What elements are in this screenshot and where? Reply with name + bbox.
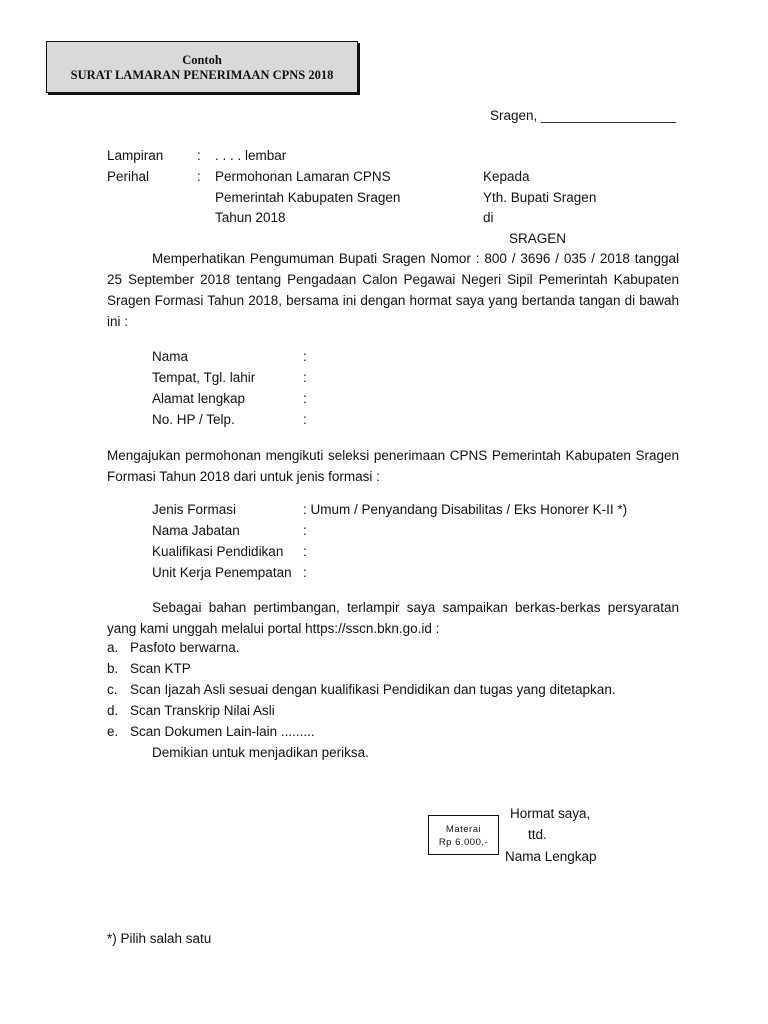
place-date: Sragen, __________________ (490, 108, 677, 123)
perihal-label: Perihal (107, 169, 150, 184)
intro-paragraph: Memperhatikan Pengumuman Bupati Sragen Nomor : 800 / 3696 / 035 / 2018 tanggal 25 September 2018 tentang Pengadaan Calon Pegawai Negeri Sipil Pemerintah Kabupaten Sragen Formasi Tahun 2018, bersama ini dengan hormat saya yang bertanda tangan di bawah ini : (107, 251, 679, 329)
list-item: Scan Dokumen Lain-lain ......... (130, 724, 315, 739)
attachments-paragraph: Sebagai bahan pertimbangan, terlampir saya sampaikan berkas-berkas persyaratan yang kami unggah melalui portal https://sscn.bkn.go.id : (107, 600, 679, 636)
formation-label-unit: Unit Kerja Penempatan (152, 565, 292, 580)
lampiran-value: . . . . lembar (215, 148, 287, 163)
list-item: Scan KTP (130, 661, 191, 676)
list-marker: b. (107, 661, 119, 676)
field-value-nama: : (303, 349, 307, 364)
list-marker: a. (107, 640, 119, 655)
request-paragraph: Mengajukan permohonan mengikuti seleksi penerimaan CPNS Pemerintah Kabupaten Sragen Formasi Tahun 2018 dari untuk jenis formasi : (107, 448, 679, 484)
field-value-hp: : (303, 412, 307, 427)
signature-ttd: ttd. (528, 827, 547, 842)
perihal-line: Pemerintah Kabupaten Sragen (215, 190, 401, 205)
closing-sentence: Demikian untuk menjadikan periksa. (152, 745, 369, 760)
formation-value-kualifikasi: : (303, 544, 307, 559)
footnote: *) Pilih salah satu (107, 931, 212, 946)
recipient-city: SRAGEN (509, 231, 567, 246)
lampiran-colon: : (197, 148, 201, 163)
formation-label-jabatan: Nama Jabatan (152, 523, 240, 538)
formation-label-kualifikasi: Kualifikasi Pendidikan (152, 544, 284, 559)
field-value-ttl: : (303, 370, 307, 385)
perihal-line: Tahun 2018 (215, 210, 286, 225)
materai-amount: Rp 6.000,- (438, 837, 489, 848)
signature-name: Nama Lengkap (505, 849, 597, 864)
formation-value-unit: : (303, 565, 307, 580)
formation-value-jenis: : Umum / Penyandang Disabilitas / Eks Honorer K-II *) (303, 502, 628, 517)
list-marker: e. (107, 724, 119, 739)
materai-label: Materai (445, 824, 482, 835)
perihal-line: Permohonan Lamaran CPNS (215, 169, 391, 184)
recipient-yth: Yth. Bupati Sragen (483, 190, 597, 205)
list-item: Scan Transkrip Nilai Asli (130, 703, 275, 718)
title-main: SURAT LAMARAN PENERIMAAN CPNS 2018 (70, 68, 334, 82)
perihal-colon: : (197, 169, 201, 184)
field-label-ttl: Tempat, Tgl. lahir (152, 370, 256, 385)
recipient-kepada: Kepada (483, 169, 530, 184)
recipient-di: di (483, 210, 494, 225)
formation-label-jenis: Jenis Formasi (152, 502, 237, 517)
list-marker: c. (107, 682, 118, 697)
list-marker: d. (107, 703, 119, 718)
formation-value-jabatan: : (303, 523, 307, 538)
document-title-box (46, 41, 358, 93)
signature-greeting: Hormat saya, (510, 806, 591, 821)
title-contoh: Contoh (182, 53, 222, 67)
lampiran-label: Lampiran (107, 148, 164, 163)
field-label-alamat: Alamat lengkap (152, 391, 246, 406)
field-value-alamat: : (303, 391, 307, 406)
field-label-hp: No. HP / Telp. (152, 412, 235, 427)
materai-stamp-box (428, 815, 499, 855)
list-item: Pasfoto berwarna. (130, 640, 240, 655)
field-label-nama: Nama (152, 349, 189, 364)
list-item: Scan Ijazah Asli sesuai dengan kualifikasi Pendidikan dan tugas yang ditetapkan. (130, 682, 616, 697)
